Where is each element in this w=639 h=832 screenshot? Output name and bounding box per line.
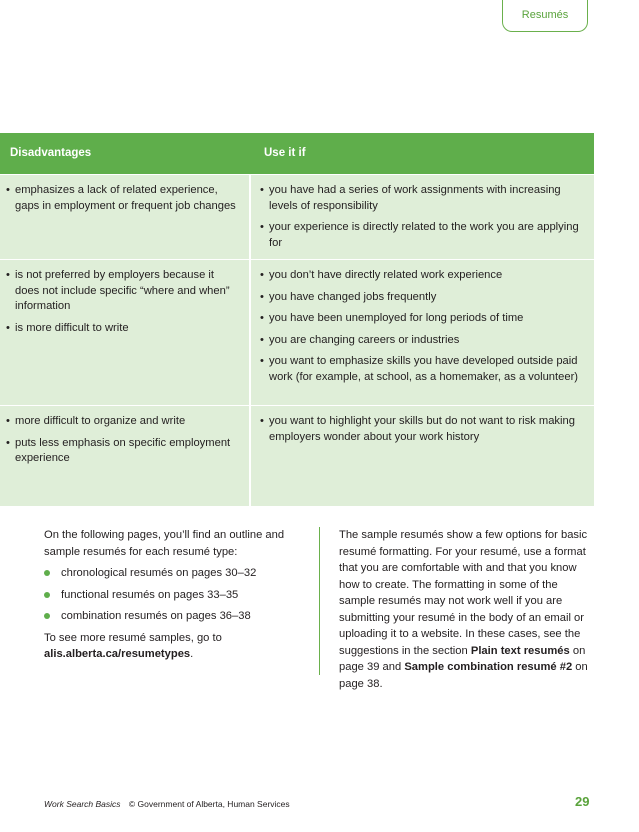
intro-right-column — [339, 527, 591, 696]
page-footer — [44, 799, 290, 809]
column-divider — [319, 527, 320, 675]
table-row — [0, 175, 594, 260]
page-number: 29 — [575, 794, 590, 809]
list-item: • puts less emphasis on specific employment experience — [6, 436, 239, 467]
sample-combination-ref: Sample combination resumé #2 — [404, 661, 573, 673]
link-period: . — [190, 648, 194, 660]
intro-left-column — [44, 527, 294, 667]
list-item: functional resumés on pages 33–35 — [44, 587, 294, 604]
disadvantages-cell — [0, 175, 250, 260]
list-item: • you have changed jobs frequently — [260, 290, 584, 306]
resume-type-table — [0, 133, 594, 506]
list-item: • you want to emphasize skills you have developed outside paid work (for example, at school, as a homemaker, as a volunteer) — [260, 354, 584, 385]
formatting-note-text-1: The sample resumés show a few options for basic resumé formatting. For your resumé, use a format that you are comfortable with and that you know how to create. The formatting in some of the sample resumés may not work well if you are submitting your resumé in the body of an email or uploading it to a website. In these cases, see the suggestions in the section — [339, 529, 588, 657]
disadvantages-cell — [0, 406, 250, 506]
table-row — [0, 260, 594, 406]
copyright-text: © Government of Alberta, Human Services — [128, 799, 290, 809]
disadvantages-cell — [0, 260, 250, 406]
list-item: • you want to highlight your skills but do not want to risk making employers wonder about your work history — [260, 414, 584, 445]
use-it-if-cell — [250, 175, 594, 260]
list-item: • you have had a series of work assignments with increasing levels of responsibility — [260, 183, 584, 214]
table-row — [0, 406, 594, 506]
formatting-note-text-2: on page 39 and — [339, 644, 586, 673]
section-tab-label: Resumés — [521, 9, 569, 21]
formatting-note-text-3: on page 38. — [339, 661, 588, 690]
plain-text-resumes-ref: Plain text resumés — [470, 644, 570, 657]
list-item: chronological resumés on pages 30–32 — [44, 565, 294, 582]
resume-types-link[interactable]: alis.alberta.ca/resumetypes — [44, 648, 191, 660]
list-item: • more difficult to organize and write — [6, 414, 239, 430]
table-header-row — [0, 133, 594, 175]
list-item: • your experience is directly related to the work you are applying for — [260, 220, 584, 251]
publication-title: Work Search Basics — [44, 799, 121, 809]
use-it-if-cell — [250, 260, 594, 406]
formatting-note — [339, 527, 591, 692]
list-item: • you don’t have directly related work experience — [260, 268, 584, 284]
column-header-disadvantages: Disadvantages — [0, 133, 250, 175]
list-item: combination resumés on pages 36–38 — [44, 608, 294, 625]
intro-lead: On the following pages, you’ll find an outline and sample resumés for each resumé type: — [44, 529, 285, 558]
list-item: • emphasizes a lack of related experience, gaps in employment or frequent job changes — [6, 183, 239, 214]
use-it-if-cell — [250, 406, 594, 506]
section-tab — [502, 0, 588, 32]
list-item: • you have been unemployed for long periods of time — [260, 311, 584, 327]
more-samples-text — [44, 630, 294, 663]
list-item: • is more difficult to write — [6, 321, 239, 337]
more-samples-label: To see more resumé samples, go to — [44, 631, 222, 644]
list-item: • you are changing careers or industries — [260, 333, 584, 349]
column-header-use-it-if: Use it if — [250, 133, 594, 175]
list-item: • is not preferred by employers because it does not include specific “where and when” information — [6, 268, 239, 315]
